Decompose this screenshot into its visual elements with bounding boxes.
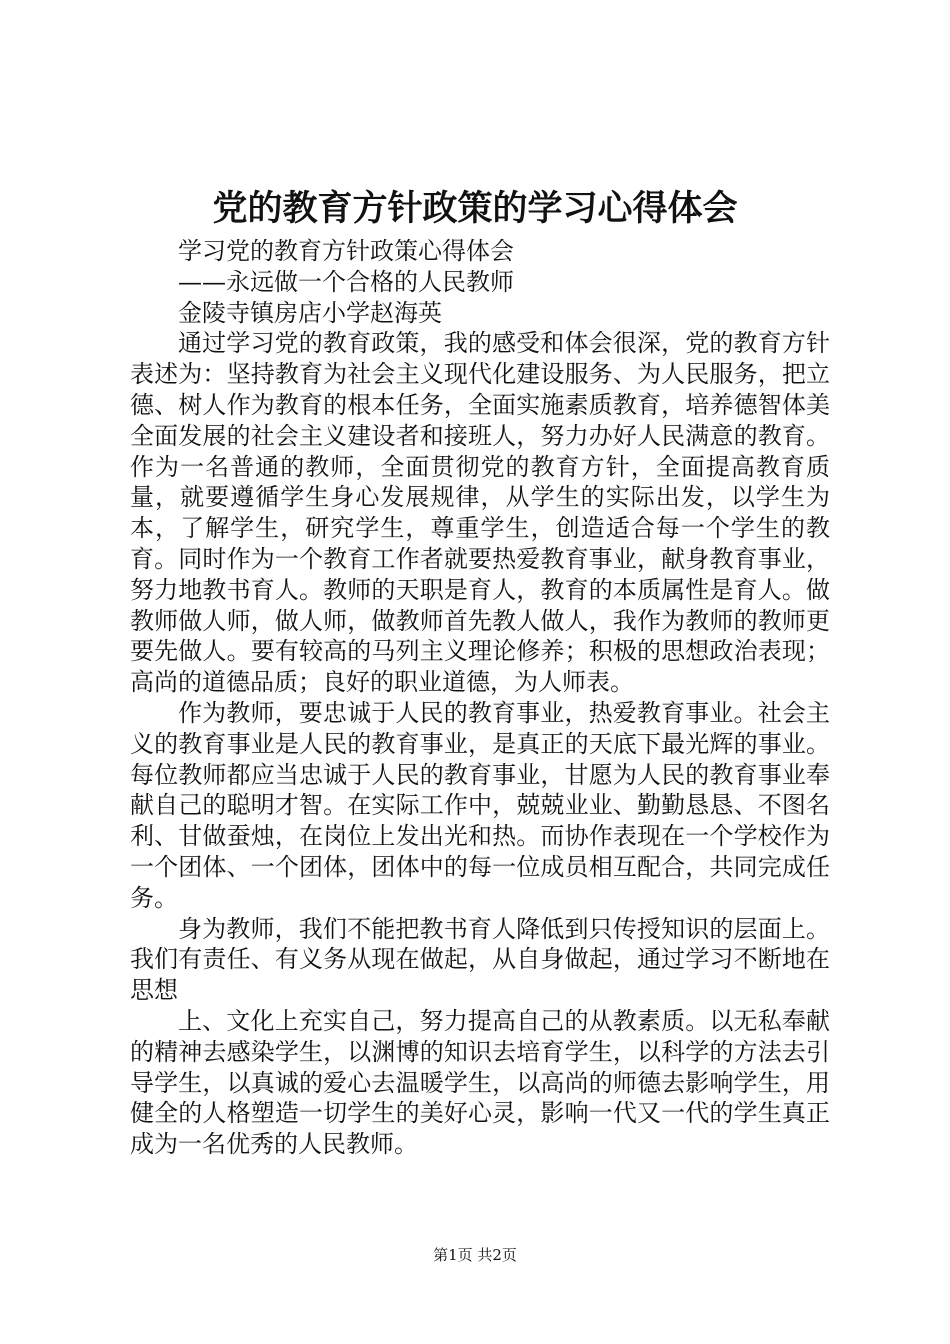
body-paragraph: 通过学习党的教育政策，我的感受和体会很深，党的教育方针表述为：坚持教育为社会主义现代化建设服务、为人民服务，把立德、树人作为教育的根本任务，全面实施素质教育，培养德智体美全面发展的社会主义建设者和接班人，努力办好人民满意的教育。作为一名普通的教师，全面贯彻党的教育方针，全面提高教育质量，就要遵循学生身心发展规律，从学生的实际出发，以学生为本，了解学生，研究学生，尊重学生，创造适合每一个学生的教育。同时作为一个教育工作者就要热爱教育事业，献身教育事业，努力地教书育人。教师的天职是育人，教育的本质属性是育人。做教师做人师，做人师，做教师首先教人做人，我作为教师的教师更要先做人。要有较高的马列主义理论修养；积极的思想政治表现；高尚的道德品质；良好的职业道德，为人师表。 (130, 329, 830, 697)
tagline-line: ——永远做一个合格的人民教师 (178, 267, 514, 296)
body-paragraph: 作为教师，要忠诚于人民的教育事业，热爱教育事业。社会主义的教育事业是人民的教育事业，是真正的天底下最光辉的事业。每位教师都应当忠诚于人民的教育事业，甘愿为人民的教育事业奉献自己的聪明才智。在实际工作中，兢兢业业、勤勤恳恳、不图名利、甘做蚕烛，在岗位上发出光和热。而协作表现在一个学校作为一个团体、一个团体，团体中的每一位成员相互配合，共同完成任务。 (130, 698, 830, 912)
document-title: 党的教育方针政策的学习心得体会 (212, 188, 738, 229)
subtitle-line: 学习党的教育方针政策心得体会 (178, 237, 514, 265)
body-paragraph: 上、文化上充实自己，努力提高自己的从教素质。以无私奉献的精神去感染学生，以渊博的知识去培育学生，以科学的方法去引导学生，以真诚的爱心去温暖学生，以高尚的师德去影响学生，用健全的人格塑造一切学生的美好心灵，影响一代又一代的学生真正成为一名优秀的人民教师。 (130, 1006, 830, 1159)
page-footer: 第1页 共2页 (433, 1246, 517, 1264)
author-line: 金陵寺镇房店小学赵海英 (178, 298, 442, 327)
body-paragraph: 身为教师，我们不能把教书育人降低到只传授知识的层面上。我们有责任、有义务从现在做起，从自身做起，通过学习不断地在思想 (130, 914, 830, 1005)
document-body (130, 236, 830, 1160)
